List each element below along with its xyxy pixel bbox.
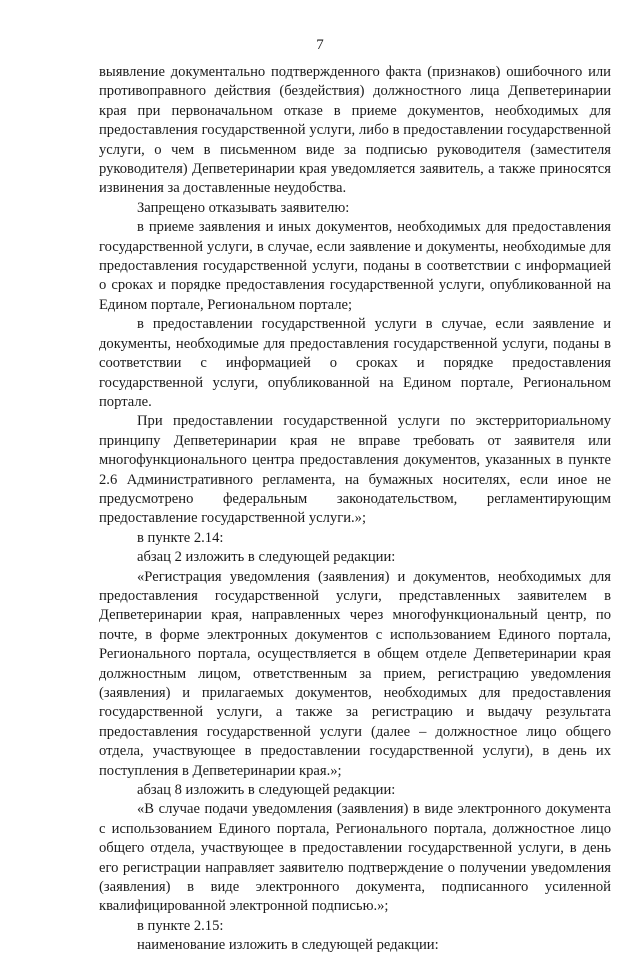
- paragraph-point-2-15: в пункте 2.15:: [137, 917, 224, 934]
- paragraph-prohibited-refusals: Запрещено отказывать заявителю:: [137, 199, 350, 216]
- page-number: 7: [316, 37, 324, 53]
- paragraph-extraterritorial: При предоставлении государственной услуги по экстерриториальному принципу Депветеринарии края не вправе требовать от заявителя или многофункционального центра предоставления документов, указанных в пункте 2.6 Административного регламента, на бумажных носителях, если иное не предусмотрено федеральным законодательством, регламентирующим предоставление государственной услуги.»;: [99, 413, 611, 527]
- paragraph-clause-2-heading: абзац 2 изложить в следующей редакции:: [137, 549, 396, 566]
- paragraph-refusal-provision: в предоставлении государственной услуги в случае, если заявление и документы, необходимые для предоставления государственной услуги, поданы в соответствии с информацией о сроках и порядке предоставления государственной услуги, опубликованной на Едином портале, Региональном портале.: [99, 316, 611, 410]
- paragraph-electronic-submission: «В случае подачи уведомления (заявления) в виде электронного документа с использованием Единого портала, Регионального портала, должностное лицо общего отдела, участвующее в предоставлении государственной услуги, в день его регистрации направляет заявителю подтверждение о получении уведомления (заявления) в виде электронного документа, подписанного усиленной квалифицированной электронной подписью.»;: [99, 801, 611, 915]
- paragraph-registration: «Регистрация уведомления (заявления) и документов, необходимых для предоставления государственной услуги, представленных заявителем в Депветеринарии края, направленных через многофункциональный центр, по почте, в форме электронных документов с использованием Единого портала, Регионального портала, осуществляется в общем отделе Депветеринарии края должностным лицом, ответственным за прием, регистрацию уведомления (заявления) и прилагаемых документов, необходимых для предоставления государственной услуги, а также за регистрацию и выдачу результата предоставления государственной услуги (далее – должностное лицо общего отдела, участвующее в предоставлении государственной услуги), в день их поступления в Депветеринарии края.»;: [99, 568, 611, 779]
- paragraph-clause-8-heading: абзац 8 изложить в следующей редакции:: [137, 782, 396, 799]
- document-body: [99, 63, 611, 956]
- paragraph-violation-identification: выявление документально подтвержденного факта (признаков) ошибочного или противоправного действия (бездействия) должностного лица Депветеринарии края при первоначальном отказе в приеме документов, необходимых для предоставления государственной услуги, либо в предоставлении государственной услуги, о чем в письменном виде за подписью руководителя (заместителя руководителя) Депветеринарии края уведомляется заявитель, а также приносятся извинения за доставленные неудобства.: [99, 64, 611, 197]
- paragraph-point-2-14: в пункте 2.14:: [137, 529, 224, 546]
- paragraph-refusal-acceptance: в приеме заявления и иных документов, необходимых для предоставления государственной услуги, в случае, если заявление и документы, необходимые для предоставления государственной услуги, поданы в соответствии с информацией о сроках и порядке предоставления государственной услуги, опубликованной на Едином портале, Региональном портале;: [99, 219, 611, 313]
- paragraph-title-heading: наименование изложить в следующей редакции:: [137, 937, 439, 954]
